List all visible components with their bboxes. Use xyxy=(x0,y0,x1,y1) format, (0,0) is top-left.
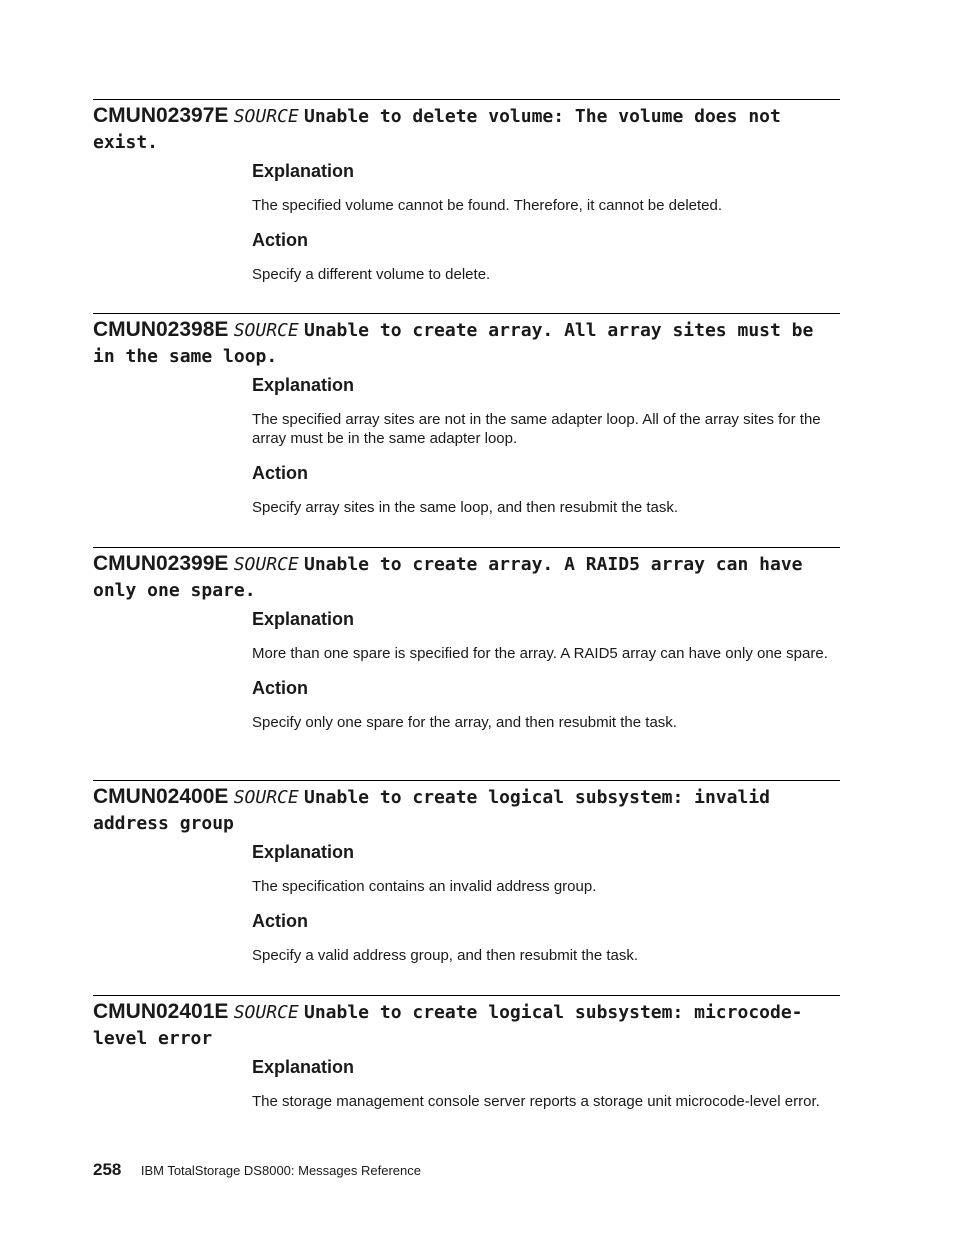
section-body: Specify a valid address group, and then resubmit the task. xyxy=(252,947,639,964)
explanation-section xyxy=(252,374,840,448)
section-body: The specification contains an invalid address group. xyxy=(252,878,597,895)
message-id: CMUN02401E xyxy=(93,1000,229,1023)
action-section xyxy=(252,677,840,732)
message-entry xyxy=(93,313,840,517)
section-body: The specified array sites are not in the same adapter loop. All of the array sites for the array must be in the same adapter loop. xyxy=(252,411,821,447)
message-heading xyxy=(93,548,840,604)
message-text: Unable to create array. A RAID5 array can have only one spare. xyxy=(93,554,803,601)
section-title: Explanation xyxy=(252,609,355,629)
message-id: CMUN02397E xyxy=(93,104,229,127)
message-entry xyxy=(93,547,840,732)
section-body: Specify only one spare for the array, and then resubmit the task. xyxy=(252,714,677,731)
message-entry xyxy=(93,780,840,965)
page-footer xyxy=(93,1160,421,1180)
message-entry xyxy=(93,99,840,284)
message-source: SOURCE xyxy=(233,787,299,808)
message-id: CMUN02399E xyxy=(93,552,229,575)
action-section xyxy=(252,910,840,965)
message-heading xyxy=(93,100,840,156)
section-title: Action xyxy=(252,678,308,698)
page-number: 258 xyxy=(93,1160,122,1179)
explanation-section xyxy=(252,841,840,896)
message-text: Unable to create array. All array sites must be in the same loop. xyxy=(93,320,814,367)
message-heading xyxy=(93,996,840,1052)
explanation-section xyxy=(252,160,840,215)
section-title: Explanation xyxy=(252,1057,355,1077)
section-body: The storage management console server reports a storage unit microcode-level error. xyxy=(252,1093,820,1110)
message-source: SOURCE xyxy=(233,554,299,575)
message-source: SOURCE xyxy=(233,106,299,127)
action-section xyxy=(252,462,840,517)
explanation-section xyxy=(252,608,840,663)
message-text: Unable to delete volume: The volume does not exist. xyxy=(93,106,781,153)
message-source: SOURCE xyxy=(233,320,299,341)
message-heading xyxy=(93,314,840,370)
section-title: Action xyxy=(252,463,308,483)
message-heading xyxy=(93,781,840,837)
message-entry xyxy=(93,995,840,1111)
message-text: Unable to create logical subsystem: microcode-level error xyxy=(93,1002,803,1049)
section-body: More than one spare is specified for the array. A RAID5 array can have only one spare. xyxy=(252,645,828,662)
section-title: Action xyxy=(252,230,308,250)
explanation-section xyxy=(252,1056,840,1111)
action-section xyxy=(252,229,840,284)
section-body: The specified volume cannot be found. Therefore, it cannot be deleted. xyxy=(252,197,723,214)
section-title: Explanation xyxy=(252,842,355,862)
section-body: Specify array sites in the same loop, and then resubmit the task. xyxy=(252,499,679,516)
section-body: Specify a different volume to delete. xyxy=(252,266,491,283)
section-title: Action xyxy=(252,911,308,931)
message-id: CMUN02400E xyxy=(93,785,229,808)
message-source: SOURCE xyxy=(233,1002,299,1023)
document-title: IBM TotalStorage DS8000: Messages Reference xyxy=(140,1163,421,1178)
message-text: Unable to create logical subsystem: invalid address group xyxy=(93,787,770,834)
section-title: Explanation xyxy=(252,375,355,395)
section-title: Explanation xyxy=(252,161,355,181)
message-id: CMUN02398E xyxy=(93,318,229,341)
